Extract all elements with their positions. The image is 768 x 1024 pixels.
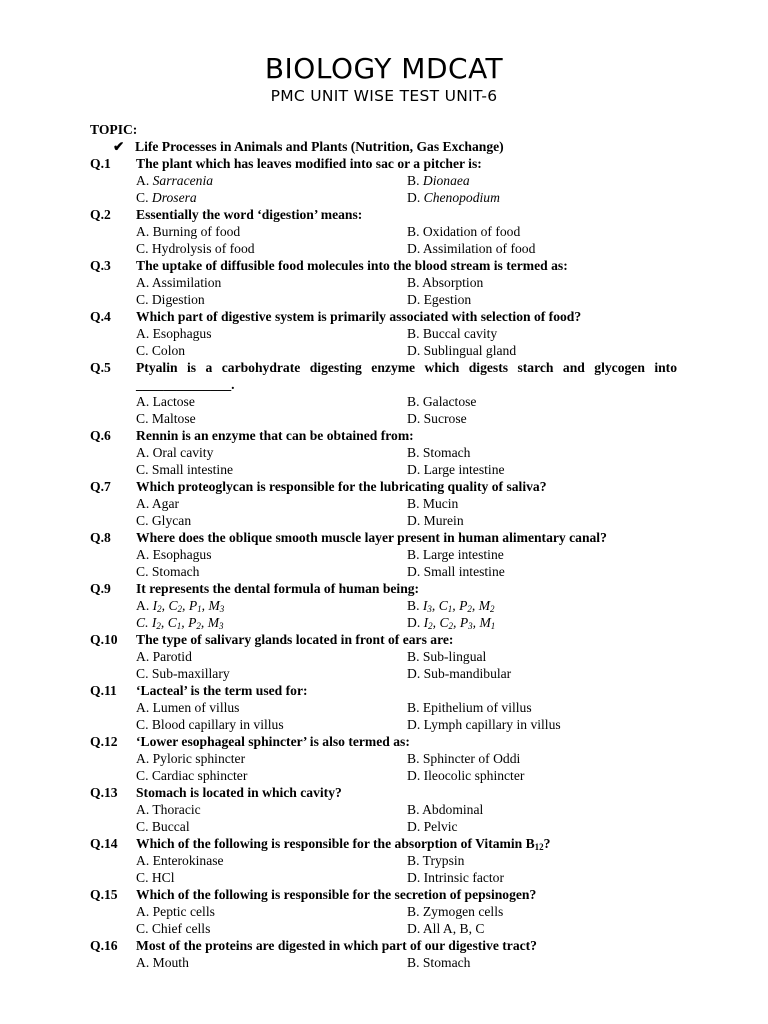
formula-term: $C_2$ <box>439 615 454 631</box>
options-row <box>90 903 680 920</box>
option-a: A. Lumen of villus <box>136 700 240 715</box>
option-b: B. Galactose <box>407 394 477 409</box>
formula-subscript: 2 <box>156 621 161 631</box>
question-text: Essentially the word ‘digestion’ means: <box>136 207 363 222</box>
option-letter: C. <box>136 190 152 205</box>
options-row <box>90 546 680 563</box>
question-text: Rennin is an enzyme that can be obtained from: <box>136 428 414 443</box>
question-row <box>90 155 680 172</box>
question-text: Which part of digestive system is primarily associated with selection of food? <box>136 309 582 324</box>
formula-term: $M_3$ <box>207 615 224 631</box>
formula-separator: , <box>431 598 439 613</box>
option-a: A. Agar <box>136 496 180 511</box>
options-row <box>90 648 680 665</box>
option-text: Drosera <box>151 190 197 205</box>
question-text: Ptyalin is a carbohydrate digesting enzyme which digests starch and glycogen into <box>136 360 677 375</box>
option-a <box>136 597 224 614</box>
option-a: A. Lactose <box>136 394 195 409</box>
question-row <box>90 257 680 274</box>
question-text: ‘Lacteal’ is the term used for: <box>136 683 308 698</box>
option-b: B. Stomach <box>407 955 471 970</box>
question-number: Q.16 <box>90 938 118 953</box>
question-row <box>90 682 680 699</box>
option-text: Chenopodium <box>423 190 500 205</box>
formula-term: $I_2$ <box>423 615 433 631</box>
formula-subscript: 2 <box>157 604 162 614</box>
option-a: A. Enterokinase <box>136 853 224 868</box>
options-row <box>90 410 680 427</box>
options-row <box>90 716 680 733</box>
formula-separator: , <box>182 598 189 613</box>
question-number: Q.13 <box>90 785 118 800</box>
formula-term: $P_2$ <box>459 598 472 614</box>
options-row <box>90 512 680 529</box>
question-row <box>90 937 680 954</box>
question-number: Q.9 <box>90 581 111 596</box>
option-c: C. Hydrolysis of food <box>136 241 255 256</box>
formula-term: $I_3$ <box>422 598 432 614</box>
option-d: D. Egestion <box>407 292 472 307</box>
question-row <box>90 308 680 325</box>
options-row <box>90 920 680 937</box>
question-number: Q.8 <box>90 530 111 545</box>
question-text: Where does the oblique smooth muscle layer present in human alimentary canal? <box>136 530 607 545</box>
option-b: B. Buccal cavity <box>407 326 498 341</box>
option-c: C. Sub-maxillary <box>136 666 230 681</box>
question-row <box>90 580 680 597</box>
options-row <box>90 274 680 291</box>
options-row <box>90 563 680 580</box>
question-sheet <box>90 121 680 971</box>
options-row <box>90 818 680 835</box>
option-c: C. Buccal <box>136 819 190 834</box>
question-row <box>90 478 680 495</box>
option-text: Dionaea <box>422 173 470 188</box>
formula-separator: , <box>200 615 208 630</box>
question-number: Q.2 <box>90 207 111 222</box>
option-a: A. Thoracic <box>136 802 201 817</box>
page-title: BIOLOGY MDCAT <box>264 52 504 85</box>
formula-term: $C_1$ <box>438 598 453 614</box>
question-number: Q.3 <box>90 258 111 273</box>
option-a: A. Mouth <box>136 955 189 970</box>
option-letter: B. <box>407 173 423 188</box>
option-c: C. HCl <box>136 870 175 885</box>
options-row <box>90 291 680 308</box>
option-b: B. Absorption <box>407 275 484 290</box>
formula-subscript: 3 <box>219 621 224 631</box>
formula-separator: , <box>472 615 480 630</box>
question-row <box>90 784 680 801</box>
question-text: Which proteoglycan is responsible for the lubricating quality of saliva? <box>136 479 547 494</box>
formula-separator: , <box>201 598 209 613</box>
option-letter: C. <box>136 615 152 630</box>
question-number: Q.15 <box>90 887 118 902</box>
formula-subscript: 2 <box>177 604 183 614</box>
question-text-main: Which of the following is responsible for the absorption of Vitamin B <box>136 836 535 851</box>
option-a: A. Peptic cells <box>136 904 215 919</box>
option-b: B. Stomach <box>407 445 471 460</box>
question-row <box>90 886 680 903</box>
option-b: B. Large intestine <box>407 547 504 562</box>
formula-term: $M_2$ <box>478 598 495 614</box>
option-b: B. Oxidation of food <box>407 224 521 239</box>
checkmark-icon: ✔ <box>113 139 125 154</box>
options-row <box>90 223 680 240</box>
question-number: Q.7 <box>90 479 111 494</box>
question-number: Q.14 <box>90 836 118 851</box>
options-row <box>90 342 680 359</box>
option-c: C. Cardiac sphincter <box>136 768 248 783</box>
question-text: The uptake of diffusible food molecules into the blood stream is termed as: <box>136 258 568 273</box>
topic-text: Life Processes in Animals and Plants (Nutrition, Gas Exchange) <box>135 139 504 154</box>
formula-subscript: 2 <box>490 604 495 614</box>
formula-subscript: 2 <box>196 621 201 631</box>
options-row <box>90 699 680 716</box>
formula-separator: , <box>432 615 440 630</box>
option-c <box>136 189 197 206</box>
formula-term: $I_2$ <box>152 598 162 614</box>
formula-subscript: 2 <box>428 621 433 631</box>
option-d <box>407 189 500 206</box>
formula-term: $P_1$ <box>188 598 202 614</box>
question-row <box>90 733 680 750</box>
formula-term: $P_3$ <box>459 615 473 631</box>
option-a: A. Esophagus <box>136 547 212 562</box>
vitamin-subscript: 12 <box>534 842 544 852</box>
option-b <box>407 597 495 614</box>
formula-separator: , <box>161 598 169 613</box>
formula-subscript: 3 <box>219 604 225 614</box>
question-number: Q.6 <box>90 428 111 443</box>
question-number: Q.12 <box>90 734 118 749</box>
formula-subscript: 1 <box>176 621 182 631</box>
options-row <box>90 750 680 767</box>
option-d: D. Pelvic <box>407 819 458 834</box>
question-number: Q.11 <box>90 683 117 698</box>
option-letter: A. <box>136 173 153 188</box>
option-a: A. Esophagus <box>136 326 212 341</box>
question-number: Q.10 <box>90 632 118 647</box>
option-d: D. Small intestine <box>407 564 505 579</box>
options-row <box>90 495 680 512</box>
formula-separator: , <box>452 598 460 613</box>
formula-term: $C_2$ <box>168 598 183 614</box>
option-d: D. Sublingual gland <box>407 343 517 358</box>
question-text: The plant which has leaves modified into sac or a pitcher is: <box>136 156 482 171</box>
option-b <box>407 172 470 189</box>
answer-blank: ______________. <box>136 377 235 392</box>
question-text: Which of the following is responsible for the secretion of pepsinogen? <box>136 887 537 902</box>
options-row <box>90 461 680 478</box>
formula-separator: , <box>160 615 168 630</box>
question-text <box>136 835 550 852</box>
options-row <box>90 172 680 189</box>
option-d: D. Sub-mandibular <box>407 666 512 681</box>
formula-subscript: 2 <box>448 621 454 631</box>
options-row <box>90 869 680 886</box>
question-text: ‘Lower esophageal sphincter’ is also termed as: <box>136 734 410 749</box>
option-d: D. All A, B, C <box>407 921 485 936</box>
options-row <box>90 767 680 784</box>
question-text: Most of the proteins are digested in which part of our digestive tract? <box>136 938 537 953</box>
option-letter: D. <box>407 190 424 205</box>
option-c: C. Blood capillary in villus <box>136 717 284 732</box>
options-row <box>90 393 680 410</box>
options-row <box>90 444 680 461</box>
option-d: D. Assimilation of food <box>407 241 536 256</box>
option-b: B. Sub-lingual <box>407 649 487 664</box>
option-letter: A. <box>136 598 153 613</box>
option-a <box>136 172 213 189</box>
topic-item <box>90 138 680 155</box>
question-row <box>90 529 680 546</box>
formula-separator: , <box>181 615 189 630</box>
option-b: B. Abdominal <box>407 802 484 817</box>
question-text: The type of salivary glands located in front of ears are: <box>136 632 454 647</box>
option-b: B. Epithelium of villus <box>407 700 532 715</box>
option-d: D. Ileocolic sphincter <box>407 768 525 783</box>
question-text: It represents the dental formula of human being: <box>136 581 420 596</box>
option-c: C. Glycan <box>136 513 192 528</box>
option-letter: B. <box>407 598 423 613</box>
question-row <box>90 427 680 444</box>
option-c: C. Colon <box>136 343 186 358</box>
question-mark: ? <box>543 836 551 851</box>
formula-term: $M_1$ <box>479 615 496 631</box>
formula-separator: , <box>471 598 479 613</box>
option-a: A. Assimilation <box>136 275 222 290</box>
formula-subscript: 2 <box>467 604 472 614</box>
options-row <box>90 240 680 257</box>
formula-term: $C_1$ <box>167 615 182 631</box>
question-number: Q.5 <box>90 360 111 375</box>
page-subtitle: PMC UNIT WISE TEST UNIT-6 <box>270 87 498 105</box>
formula-term: $P_2$ <box>188 615 201 631</box>
option-a: A. Oral cavity <box>136 445 214 460</box>
option-b: B. Zymogen cells <box>407 904 504 919</box>
option-d: D. Large intestine <box>407 462 505 477</box>
question-row-continued <box>90 376 680 393</box>
option-c <box>136 614 224 631</box>
option-d: D. Lymph capillary in villus <box>407 717 561 732</box>
options-row <box>90 801 680 818</box>
options-row <box>90 614 680 631</box>
option-c: C. Digestion <box>136 292 205 307</box>
option-d: D. Intrinsic factor <box>407 870 505 885</box>
formula-subscript: 3 <box>468 621 473 631</box>
option-b: B. Sphincter of Oddi <box>407 751 521 766</box>
options-row <box>90 189 680 206</box>
question-row <box>90 631 680 648</box>
options-row <box>90 325 680 342</box>
question-row <box>90 359 680 376</box>
option-d <box>407 614 495 631</box>
option-c: C. Maltose <box>136 411 196 426</box>
formula-subscript: 1 <box>490 621 496 631</box>
option-a: A. Pyloric sphincter <box>136 751 246 766</box>
option-c: C. Small intestine <box>136 462 234 477</box>
options-row <box>90 852 680 869</box>
topic-label: TOPIC: <box>90 122 138 137</box>
option-letter: D. <box>407 615 424 630</box>
option-a: A. Burning of food <box>136 224 241 239</box>
options-row <box>90 665 680 682</box>
question-row <box>90 835 680 852</box>
option-b: B. Trypsin <box>407 853 465 868</box>
formula-term: $I_2$ <box>151 615 161 631</box>
question-number: Q.1 <box>90 156 111 171</box>
option-text: Sarracenia <box>152 173 214 188</box>
question-number: Q.4 <box>90 309 111 324</box>
formula-term: $M_3$ <box>208 598 225 614</box>
option-d: D. Murein <box>407 513 464 528</box>
options-row <box>90 954 680 971</box>
option-c: C. Stomach <box>136 564 200 579</box>
question-text: Stomach is located in which cavity? <box>136 785 342 800</box>
formula-separator: , <box>453 615 460 630</box>
question-row <box>90 206 680 223</box>
formula-subscript: 3 <box>427 604 432 614</box>
option-a: A. Parotid <box>136 649 192 664</box>
option-d: D. Sucrose <box>407 411 467 426</box>
options-row <box>90 597 680 614</box>
option-b: B. Mucin <box>407 496 459 511</box>
formula-subscript: 1 <box>197 604 202 614</box>
option-c: C. Chief cells <box>136 921 211 936</box>
formula-subscript: 1 <box>447 604 453 614</box>
